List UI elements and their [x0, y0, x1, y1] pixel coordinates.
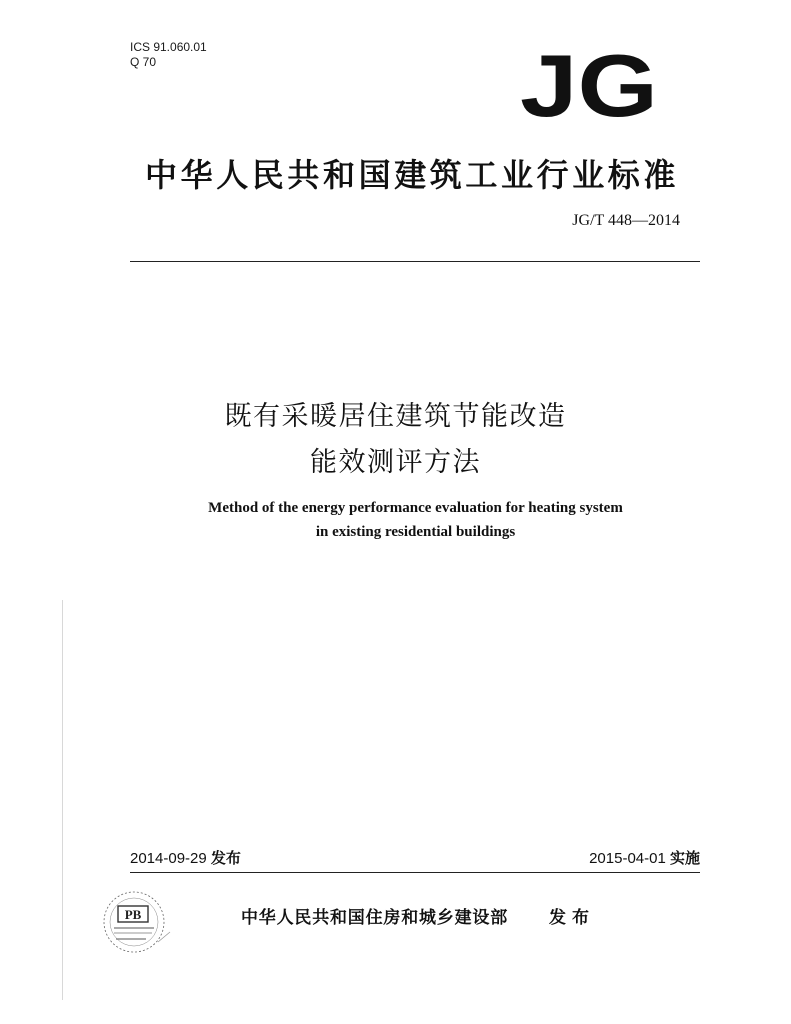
title-chinese-line-1: 既有采暖居住建筑节能改造 [224, 401, 567, 432]
issued-date-block [130, 847, 241, 868]
standard-number: JG/T 448—2014 [572, 212, 680, 229]
bottom-divider [130, 872, 700, 873]
ccs-code: Q 70 [130, 55, 157, 69]
implemented-date-block [589, 847, 700, 868]
scan-edge-line [62, 600, 63, 1000]
certification-stamp-icon [96, 884, 176, 964]
title-english-line-2: in existing residential buildings [315, 524, 516, 540]
implemented-date: 2015-04-01 [589, 850, 666, 867]
issuing-standard-category: 中华人民共和国建筑工业行业标准 [145, 156, 680, 194]
jg-logo-icon [518, 50, 660, 120]
title-chinese-line-2: 能效测评方法 [310, 447, 481, 478]
logo-text: JG [520, 50, 658, 120]
publish-label: 发布 [549, 908, 595, 928]
issued-date: 2014-09-29 [130, 850, 207, 867]
issued-label: 发布 [210, 849, 241, 867]
issuing-authority: 中华人民共和国住房和城乡建设部 [241, 908, 508, 928]
top-divider [130, 261, 700, 262]
title-english-line-1: Method of the energy performance evaluation for heating system [208, 500, 623, 516]
stamp-text: PB [124, 907, 142, 922]
implemented-label: 实施 [669, 849, 700, 867]
classification-codes [130, 40, 207, 70]
ics-code: ICS 91.060.01 [130, 40, 207, 54]
